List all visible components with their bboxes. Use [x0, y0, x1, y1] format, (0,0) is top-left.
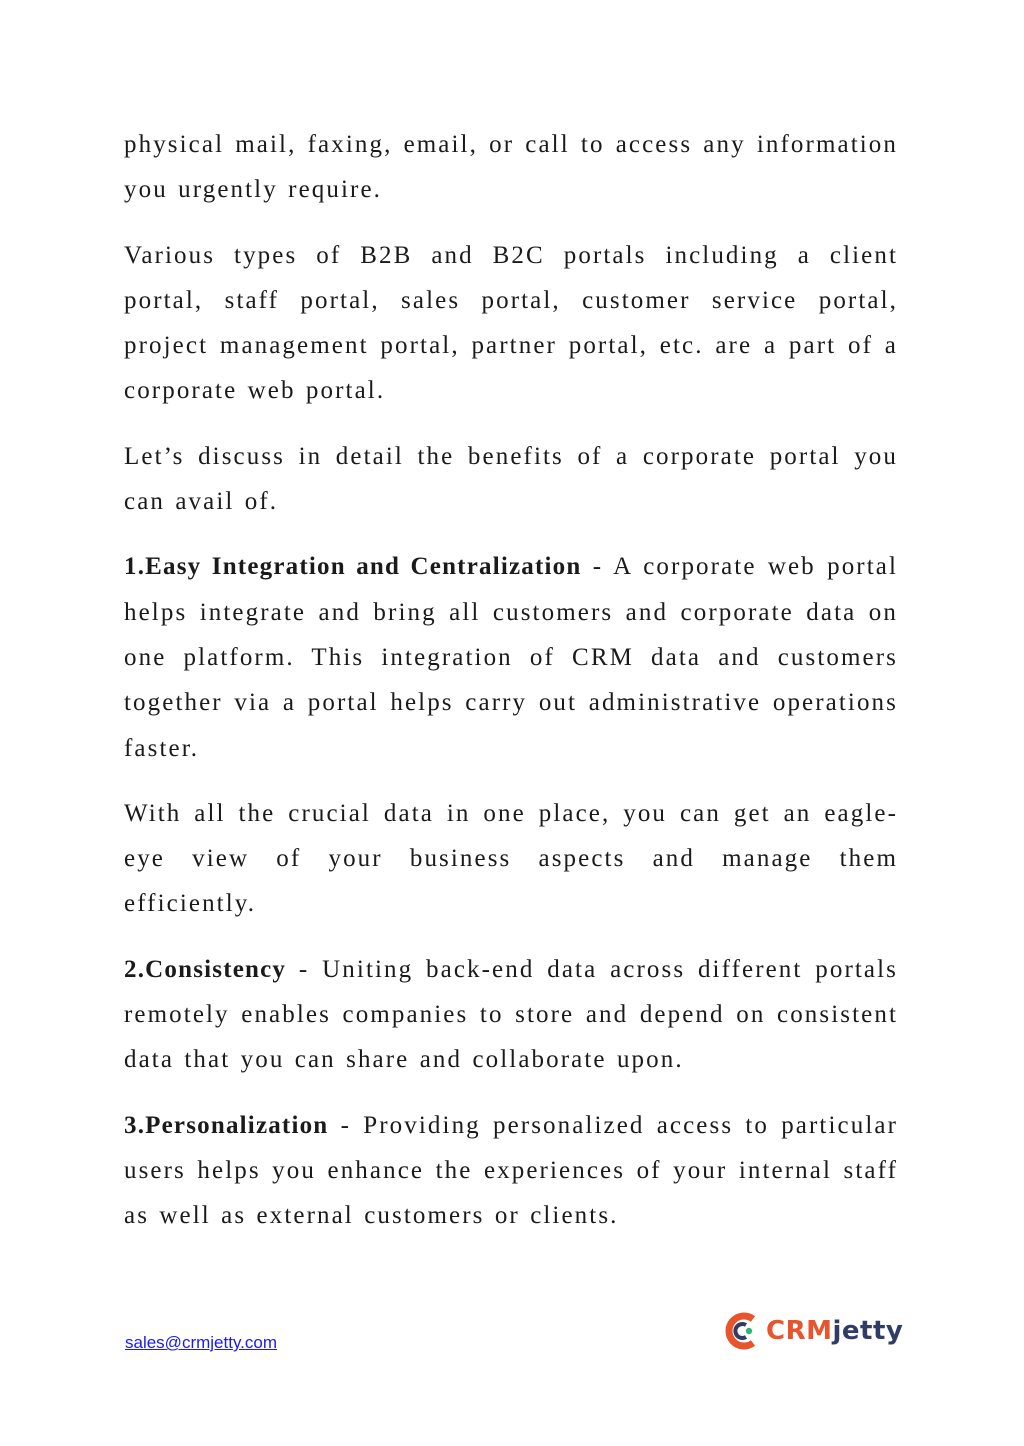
- paragraph-text: - Uniting back-end data across different portals remotely enables companies to store and depend on consistent data that you can share and collaborate upon.: [124, 955, 898, 1074]
- paragraph-intro-continuation: [124, 122, 898, 213]
- document-body: [124, 122, 898, 1259]
- logo-wordmark-jetty: jetty: [832, 1316, 904, 1346]
- footer-email-link[interactable]: sales@crmjetty.com: [125, 1333, 278, 1352]
- logo-wordmark-crm: CRM: [766, 1316, 833, 1346]
- paragraph-text: - Providing personalized access to particular users helps you enhance the experiences of your internal staff as well as external customers or clients.: [124, 1111, 898, 1230]
- paragraph-text: With all the crucial data in one place, you can get an eagle-eye view of your business aspects and manage them efficiently.: [124, 799, 898, 918]
- paragraph-integration: [124, 544, 898, 770]
- paragraph-text: Various types of B2B and B2C portals including a client portal, staff portal, sales portal, customer service portal, project management portal, partner portal, etc. are a part of a corporate web portal.: [124, 241, 898, 405]
- paragraph-consistency: [124, 947, 898, 1083]
- paragraph-text: physical mail, faxing, email, or call to access any information you urgently require.: [124, 131, 898, 204]
- paragraph-personalization: [124, 1103, 898, 1239]
- paragraph-benefits-intro: [124, 434, 898, 525]
- paragraph-data-overview: [124, 791, 898, 927]
- paragraph-heading: 3.Personalization: [124, 1111, 329, 1139]
- paragraph-heading: 2.Consistency: [124, 955, 287, 983]
- paragraph-portal-types: [124, 233, 898, 414]
- paragraph-text: Let’s discuss in detail the benefits of a corporate portal you can avail of.: [124, 442, 898, 516]
- logo-wordmark: [766, 1316, 903, 1346]
- paragraph-heading: 1.Easy Integration and Centralization: [124, 553, 582, 581]
- paragraph-text: - A corporate web portal helps integrate and bring all customers and corporate data on one platform. This integration of CRM data and customers together via a portal helps carry out administrative operations faster.: [124, 553, 899, 762]
- crmjetty-logo: [722, 1308, 902, 1354]
- crmjetty-c-mark-icon: [722, 1311, 760, 1351]
